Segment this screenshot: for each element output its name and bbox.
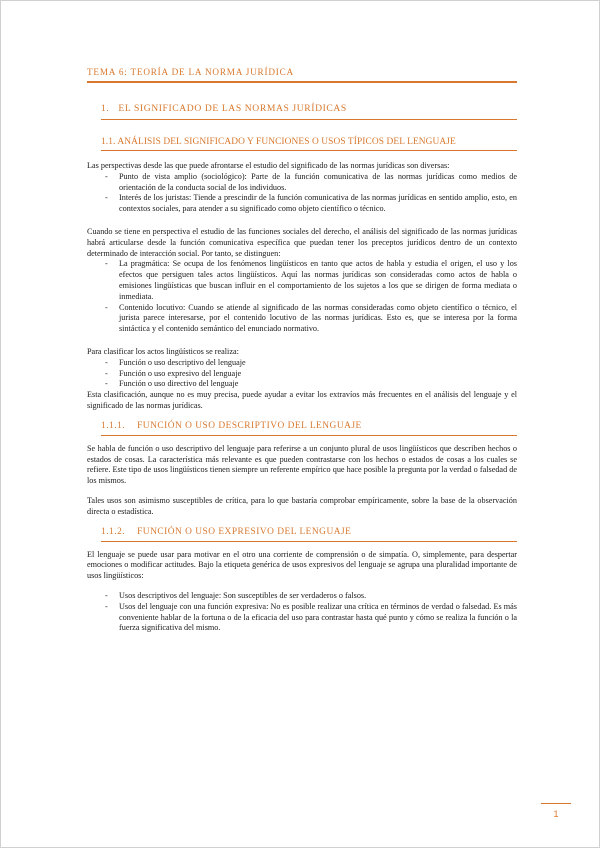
paragraph-descriptive: Se habla de función o uso descriptivo del lenguaje para referirse a un conjunto plural de usos lingüísticos que describen hechos o estados de cosas. La característica más relevante es que pueden contrastarse con los hechos o estados de cosas a los cuales se refiere. Este tipo de usos lingüísticos tienen siempre un referente empírico que hace posible la pregunta por la verdad o falsedad de los mismos. [87, 443, 517, 486]
section-1-number: 1. [101, 103, 110, 114]
list-item: - Usos descriptivos del lenguaje: Son susceptibles de ser verdaderos o falsos. [119, 591, 517, 602]
list-item: - Punto de vista amplio (sociológico): Parte de la función comunicativa de las normas jurídicas como medios de orientación de la conducta social de los individuos. [119, 172, 517, 194]
list-item: - Función o uso descriptivo del lenguaje [119, 358, 517, 369]
page-number: 1 [553, 809, 559, 819]
body-text [87, 161, 517, 634]
list-item: - Interés de los juristas: Tiende a prescindir de la función comunicativa de las normas jurídicas en sentido amplio, esto, en contextos sociales, para atender a su significado como objeto científico o técnico. [119, 193, 517, 215]
paragraph-expressive: El lenguaje se puede usar para motivar en el otro una corriente de comprensión o de simpatía. O, simplemente, para despertar emociones o modificar actitudes. Bajo la etiqueta genérica de usos expresivos del lenguaje se agrupa una pluralidad importante de usos lingüísticos: [87, 549, 517, 581]
section-1-1-1-title: FUNCIÓN O USO DESCRIPTIVO DEL LENGUAJE [137, 420, 362, 431]
list-item: - Función o uso directivo del lenguaje [119, 379, 517, 390]
list-item: - Función o uso expresivo del lenguaje [119, 369, 517, 380]
paragraph-intro: Las perspectivas desde las que puede afrontarse el estudio del significado de las normas jurídicas son diversas: [87, 161, 450, 170]
list-item: - Contenido locutivo: Cuando se atiende al significado de las normas consideradas como objeto científico o técnico, el jurista parece interesarse, por el contenido locutivo de las normas jurídicas. Esto es, que se interesa por la forma sintáctica y el contenido semántico del enunciado normativo. [119, 303, 517, 335]
section-1-1-1-number: 1.1.1. [101, 420, 126, 431]
chapter-title: TEMA 6: TEORÍA DE LA NORMA JURÍDICA [87, 67, 517, 83]
paragraph-classification-note: Esta clasificación, aunque no es muy precisa, puede ayudar a evitar los extravíos más frecuentes en el análisis del lenguaje y el significado de las normas jurídicas. [87, 390, 517, 410]
distinctions-list [87, 259, 517, 335]
section-1-1-2-number: 1.1.2. [101, 526, 126, 537]
paragraph-functions: Cuando se tiene en perspectiva el estudio de las funciones sociales del derecho, el análisis del significado de las normas jurídicas habrá articularse desde la función comunicativa específica que puedan tener los preceptos jurídicos dentro de un contexto determinado de interacción social. Por tanto, se distinguen: [87, 226, 517, 258]
acts-list [87, 358, 517, 390]
section-1-1-2-heading [101, 527, 517, 542]
expressive-list [87, 591, 517, 634]
list-item: - La pragmática: Se ocupa de los fenómenos lingüísticos en tanto que actos de habla y estudia el origen, el uso y los efectos que persiguen tales actos lingüísticos. Aquí las normas jurídicas son consideradas como actos de habla o emisiones lingüísticas que buscan influir en el comportamiento de los sujetos a los que se dirigen de forma mediata o inmediata. [119, 259, 517, 302]
list-item: - Usos del lenguaje con una función expresiva: No es posible realizar una crítica en términos de verdad o falsedad. Es más conveniente hablar de la fortuna o de la eficacia del uso para contrastar hasta qué punto y cómo se realiza la función o la fuerza significativa del mismo. [119, 602, 517, 634]
perspectives-list [87, 172, 517, 215]
section-1-1-2-title: FUNCIÓN O USO EXPRESIVO DEL LENGUAJE [137, 526, 352, 537]
section-1-1-1-heading [101, 421, 517, 436]
paragraph-classify: Para clasificar los actos lingüísticos se realiza: [87, 346, 239, 356]
section-1-title: EL SIGNIFICADO DE LAS NORMAS JURÍDICAS [118, 103, 347, 114]
section-1-heading [101, 103, 517, 120]
section-1-1-heading: 1.1. ANÁLISIS DEL SIGNIFICADO Y FUNCIONES O USOS TÍPICOS DEL LENGUAJE [101, 137, 517, 151]
paragraph-criticism: Tales usos son asimismo susceptibles de crítica, para lo que bastaría comprobar empíricamente, sobre la base de la observación directa o estadística. [87, 495, 517, 516]
footer-rule [541, 803, 571, 804]
page-content [87, 67, 517, 159]
